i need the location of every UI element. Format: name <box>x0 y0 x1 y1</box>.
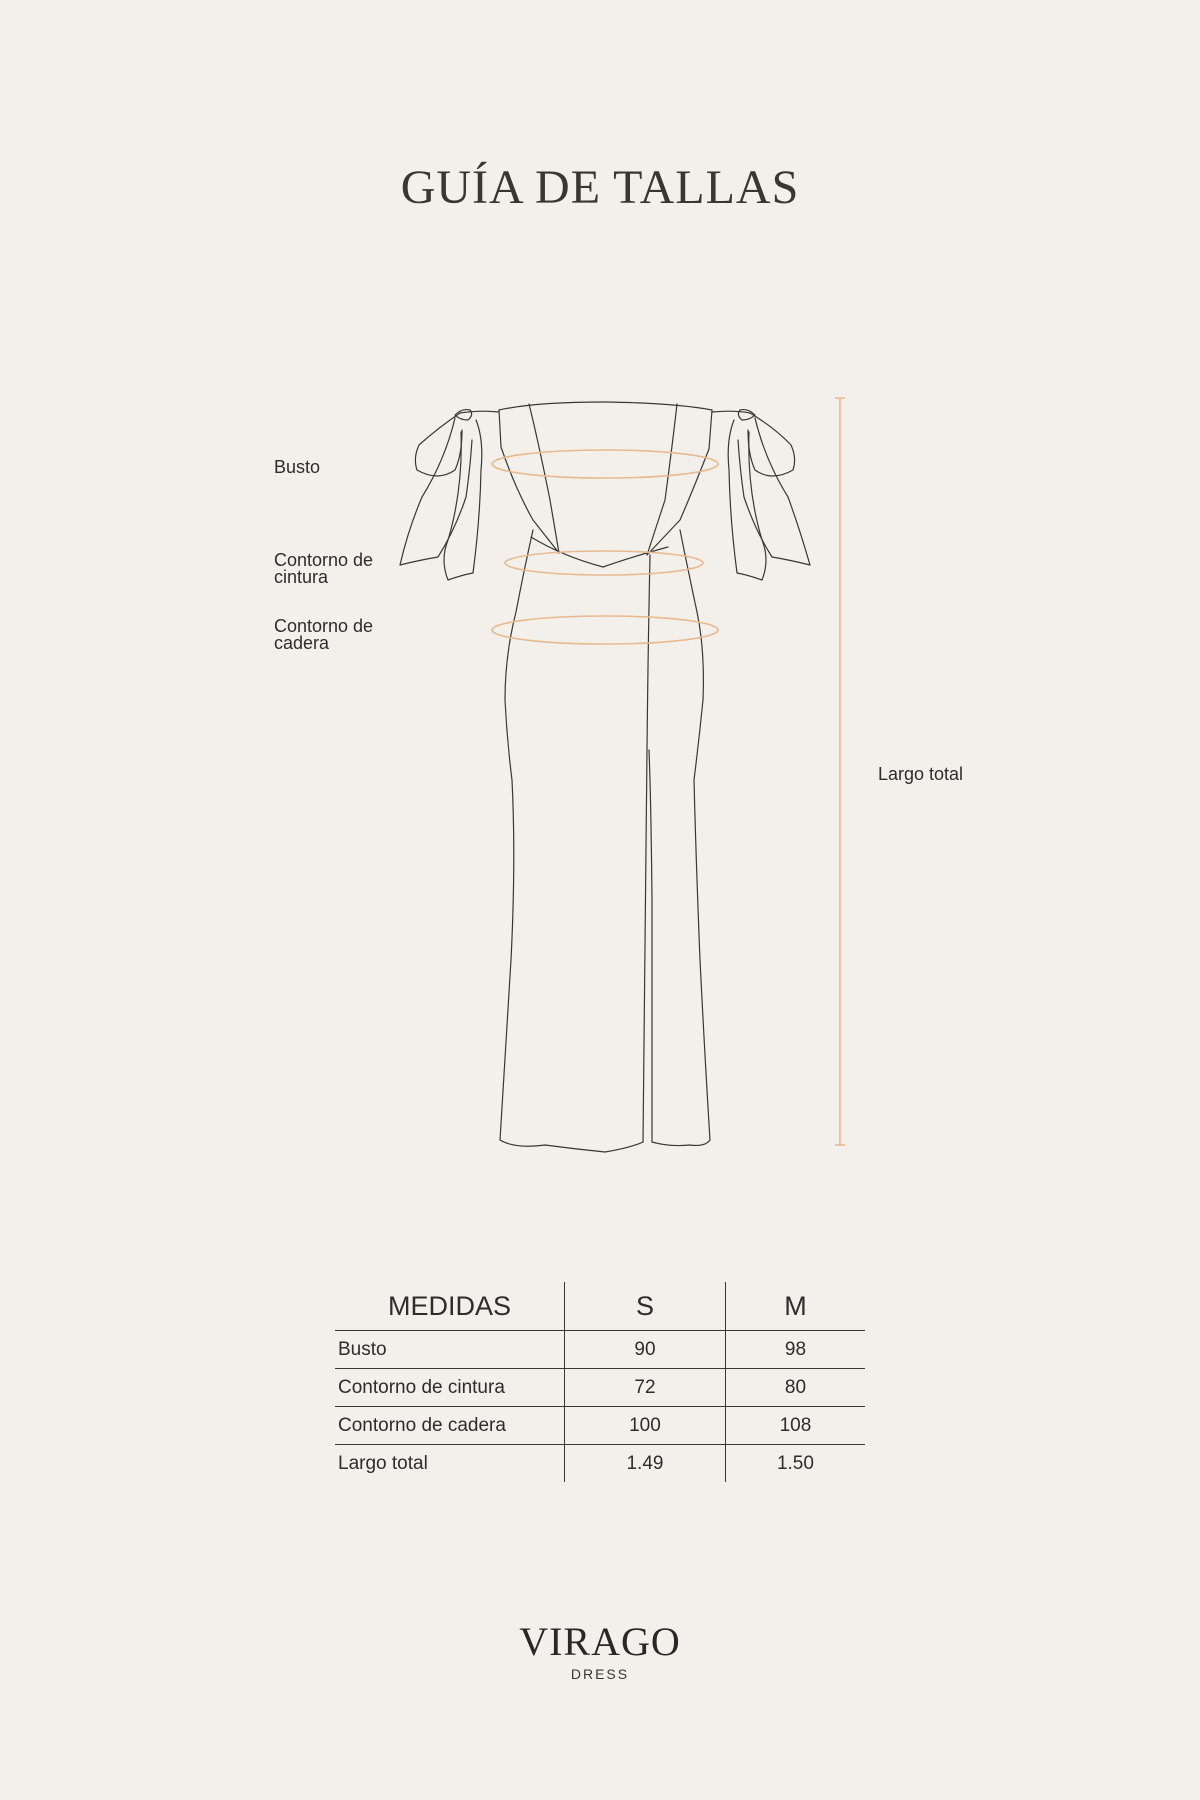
table-row <box>335 1445 865 1483</box>
table-row <box>335 1407 865 1445</box>
row-measure-name: Contorno de cadera <box>335 1407 565 1445</box>
row-value-s: 90 <box>565 1331 726 1369</box>
table-row <box>335 1369 865 1407</box>
header-measures: MEDIDAS <box>335 1282 565 1331</box>
hip-label-line2: cadera <box>274 633 330 653</box>
brand-subtitle: DRESS <box>570 1666 630 1682</box>
hip-label <box>274 618 373 652</box>
hip-measure-ellipse <box>492 616 718 644</box>
waist-measure-ellipse <box>505 551 703 575</box>
row-value-m: 1.50 <box>725 1445 865 1483</box>
row-value-s: 72 <box>565 1369 726 1407</box>
size-table <box>335 1282 865 1482</box>
waist-label-line1: Contorno de <box>274 550 374 570</box>
row-measure-name: Largo total <box>338 1452 428 1474</box>
row-value-s: 1.49 <box>565 1445 726 1483</box>
page-title: GUÍA DE TALLAS <box>400 161 800 214</box>
bust-label-text: Busto <box>274 457 321 477</box>
length-label <box>878 766 963 783</box>
waist-label <box>274 552 373 586</box>
row-measure-name: Busto <box>335 1331 565 1369</box>
row-value-m: 98 <box>725 1331 865 1369</box>
size-table-header-row <box>335 1282 865 1331</box>
brand-logo <box>0 1620 1200 1682</box>
row-value-s: 100 <box>565 1407 726 1445</box>
length-label-text: Largo total <box>878 764 964 784</box>
row-value-m: 108 <box>725 1407 865 1445</box>
brand-name: VIRAGO <box>519 1619 681 1664</box>
waist-label-line2: cintura <box>274 567 329 587</box>
bust-label <box>274 459 320 476</box>
header-size-s: S <box>565 1282 726 1331</box>
dress-outline <box>400 402 810 1152</box>
header-size-m: M <box>725 1282 865 1331</box>
bust-measure-ellipse <box>492 450 718 478</box>
table-row <box>335 1331 865 1369</box>
row-value-m: 80 <box>725 1369 865 1407</box>
row-measure-name: Contorno de cintura <box>335 1369 565 1407</box>
hip-label-line1: Contorno de <box>274 616 374 636</box>
